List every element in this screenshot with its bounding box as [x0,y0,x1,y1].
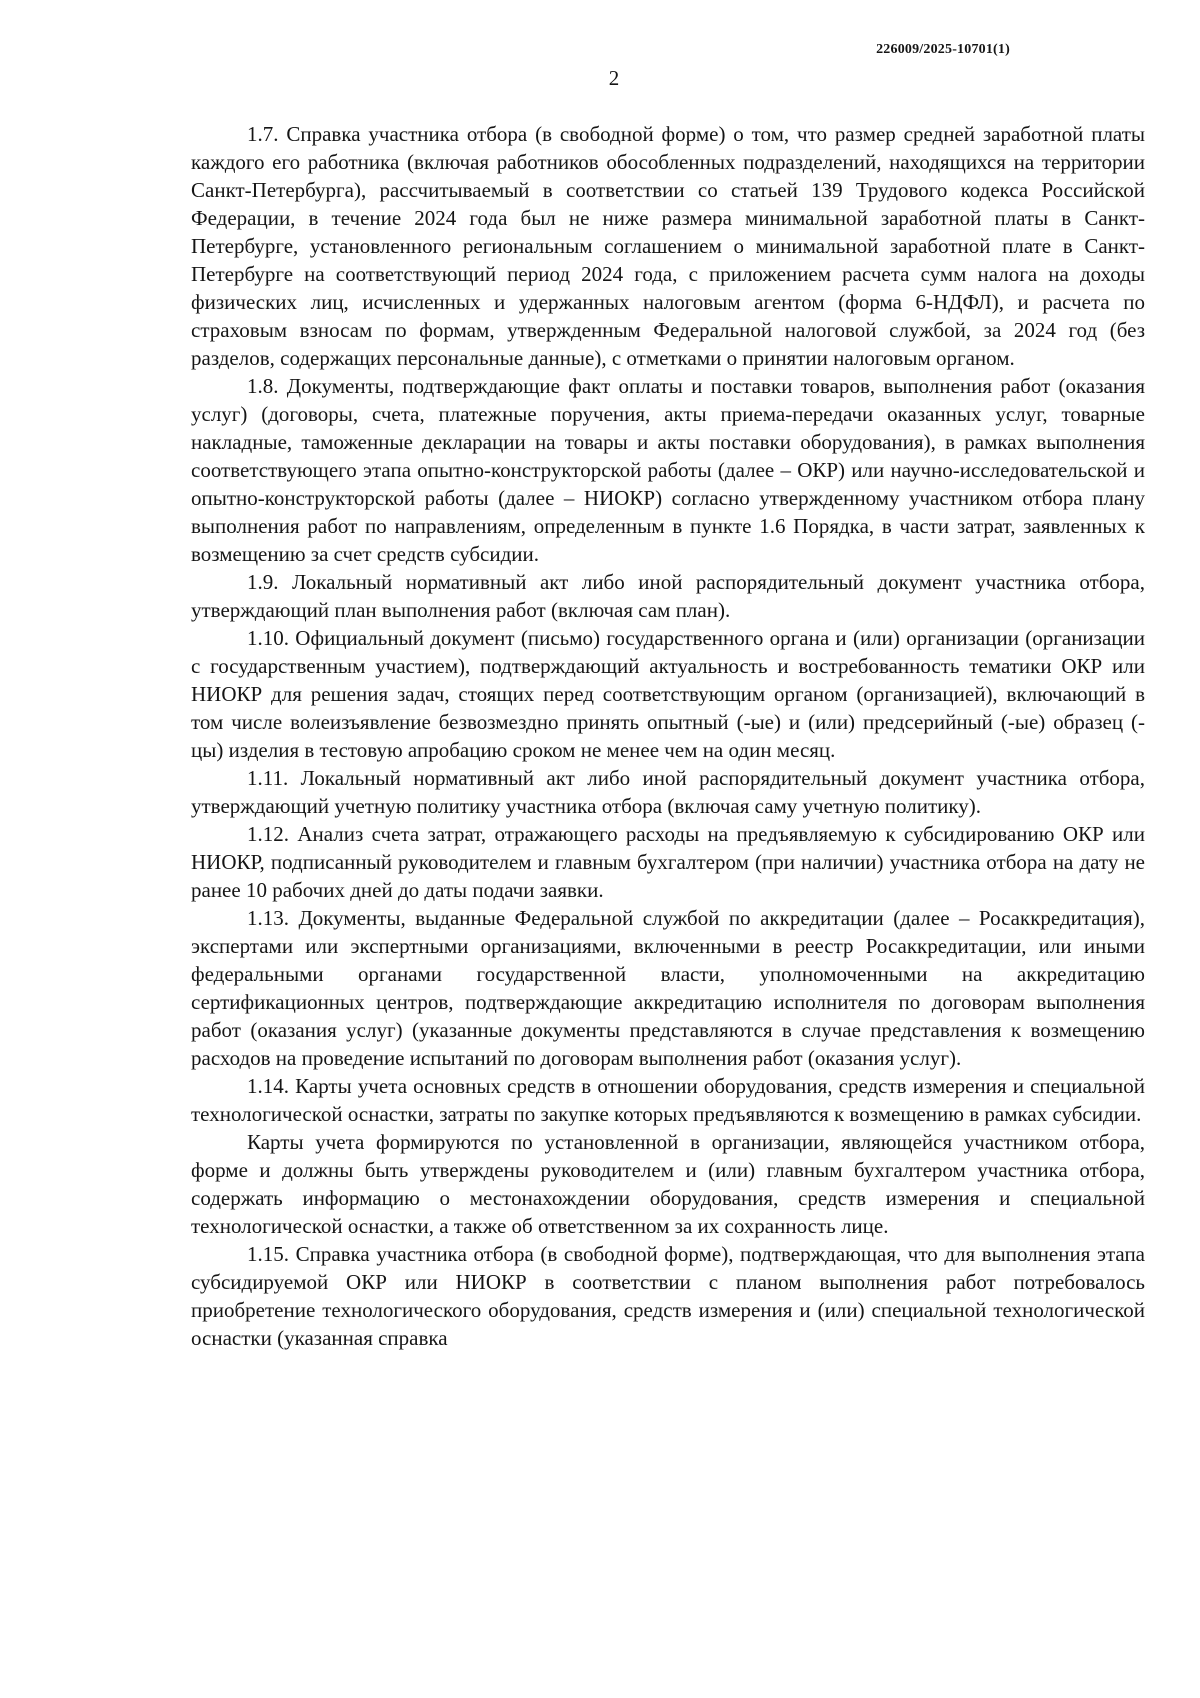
paragraph-1-7: 1.7. Справка участника отбора (в свободной форме) о том, что размер средней заработной платы каждого его работника (включая работников обособленных подразделений, находящихся на территории Санкт-Петербурга), рассчитываемый в соответствии со статьей 139 Трудового кодекса Российской Федерации, в течение 2024 года был не ниже размера минимальной заработной платы в Санкт-Петербурге, установленного региональным соглашением о минимальной заработной плате в Санкт-Петербурге на соответствующий период 2024 года, с приложением расчета сумм налога на доходы физических лиц, исчисленных и удержанных налоговым агентом (форма 6-НДФЛ), и расчета по страховым взносам по формам, утвержденным Федеральной налоговой службой, за 2024 год (без разделов, содержащих персональные данные), с отметками о принятии налоговым органом. [191,122,1145,370]
paragraph-1-13: 1.13. Документы, выданные Федеральной службой по аккредитации (далее – Росаккредитация), экспертами или экспертными организациями, включенными в реестр Росаккредитации, или иными федеральными органами государственной власти, уполномоченными на аккредитацию сертификационных центров, подтверждающие аккредитацию исполнителя по договорам выполнения работ (оказания услуг) (указанные документы представляются в случае представления к возмещению расходов на проведение испытаний по договорам выполнения работ (оказания услуг). [191,906,1145,1070]
paragraph-1-9: 1.9. Локальный нормативный акт либо иной распорядительный документ участника отбора, утверждающий план выполнения работ (включая сам план). [191,570,1145,622]
document-body [191,120,1145,1352]
page-number: 2 [608,66,620,90]
paragraph-1-10: 1.10. Официальный документ (письмо) государственного органа и (или) организации (организации с государственным участием), подтверждающий актуальность и востребованность тематики ОКР или НИОКР для решения задач, стоящих перед соответствующим органом (организацией), включающий в том числе волеизъявление безвозмездно принять опытный (-ые) и (или) предсерийный (-ые) образец (-цы) изделия в тестовую апробацию сроком не менее чем на один месяц. [191,626,1145,762]
paragraph-1-11: 1.11. Локальный нормативный акт либо иной распорядительный документ участника отбора, утверждающий учетную политику участника отбора (включая саму учетную политику). [191,766,1145,818]
paragraph-1-15: 1.15. Справка участника отбора (в свободной форме), подтверждающая, что для выполнения этапа субсидируемой ОКР или НИОКР в соответствии с планом выполнения работ потребовалось приобретение технологического оборудования, средств измерения и (или) специальной технологической оснастки (указанная справка [191,1242,1145,1350]
paragraph-1-14-continuation: Карты учета формируются по установленной в организации, являющейся участником отбора, форме и должны быть утверждены руководителем и (или) главным бухгалтером участника отбора, содержать информацию о местонахождении оборудования, средств измерения и специальной технологической оснастки, а также об ответственном за их сохранность лице. [191,1130,1145,1238]
document-registration-number: 226009/2025-10701(1) [876,42,1010,57]
paragraph-1-8: 1.8. Документы, подтверждающие факт оплаты и поставки товаров, выполнения работ (оказания услуг) (договоры, счета, платежные поручения, акты приема-передачи оказанных услуг, товарные накладные, таможенные декларации на товары и акты поставки оборудования), в рамках выполнения соответствующего этапа опытно-конструкторской работы (далее – ОКР) или научно-исследовательской и опытно-конструкторской работы (далее – НИОКР) согласно утвержденному участником отбора плану выполнения работ по направлениям, определенным в пункте 1.6 Порядка, в части затрат, заявленных к возмещению за счет средств субсидии. [191,374,1145,566]
paragraph-1-14: 1.14. Карты учета основных средств в отношении оборудования, средств измерения и специальной технологической оснастки, затраты по закупке которых предъявляются к возмещению в рамках субсидии. [191,1074,1145,1126]
paragraph-1-12: 1.12. Анализ счета затрат, отражающего расходы на предъявляемую к субсидированию ОКР или НИОКР, подписанный руководителем и главным бухгалтером (при наличии) участника отбора на дату не ранее 10 рабочих дней до даты подачи заявки. [191,822,1145,902]
